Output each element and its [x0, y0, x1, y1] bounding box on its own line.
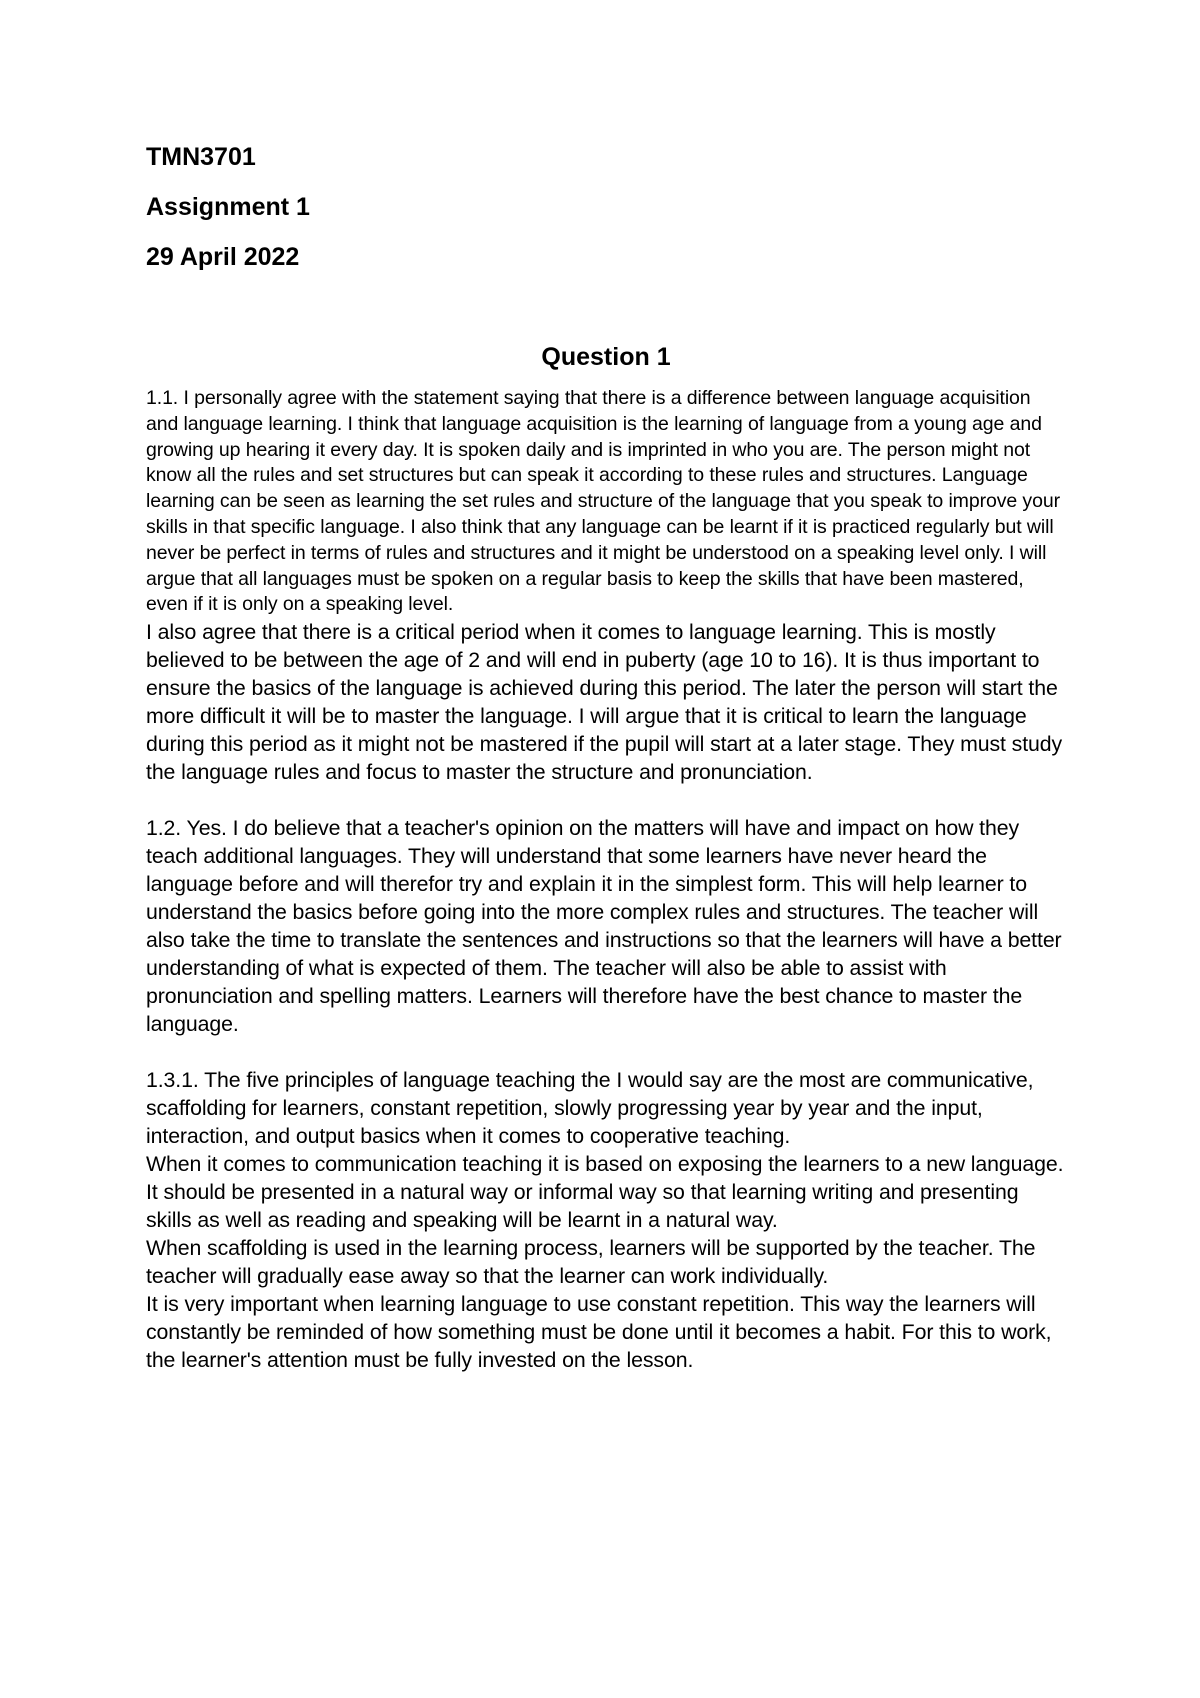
document-page [146, 142, 1066, 1374]
paragraph-1-3-1: 1.3.1. The five principles of language teaching the I would say are the most are communicative, scaffolding for learners, constant repetition, slowly progressing year by year and the input, interaction, and output basics when it comes to cooperative teaching. [146, 1068, 1034, 1149]
paragraph-scaffolding: When scaffolding is used in the learning process, learners will be supported by the teacher. The teacher will gradually ease away so that the learner can work individually. [146, 1236, 1036, 1289]
paragraph-1-1: 1.1. I personally agree with the statement saying that there is a difference between language acquisition and language learning. I think that language acquisition is the learning of language from a young age and growing up hearing it every day. It is spoken daily and is imprinted in who you are. The person might not know all the rules and set structures but can speak it according to these rules and structures. Language learning can be seen as learning the set rules and structure of the language that you speak to improve your skills in that specific language. I also think that any language can be learnt if it is practiced regularly but will never be perfect in terms of rules and structures and it might be understood on a speaking level only. I will argue that all languages must be spoken on a regular basis to keep the skills that have been mastered, even if it is only on a speaking level. [146, 387, 1060, 616]
assignment-title: Assignment 1 [146, 193, 310, 221]
paragraph-1-2: 1.2. Yes. I do believe that a teacher's opinion on the matters will have and impact on how they teach additional languages. They will understand that some learners have never heard the language before and will therefor try and explain it in the simplest form. This will help learner to understand the basics before going into the more complex rules and structures. The teacher will also take the time to translate the sentences and instructions so that the learners will have a better understanding of what is expected of them. The teacher will also be able to assist with pronunciation and spelling matters. Learners will therefore have the best chance to master the language. [146, 816, 1062, 1037]
course-code: TMN3701 [146, 143, 256, 171]
paragraph-communication: When it comes to communication teaching it is based on exposing the learners to a new language. It should be presented in a natural way or informal way so that learning writing and presenting skills as well as reading and speaking will be learnt in a natural way. [146, 1152, 1064, 1233]
question-title: Question 1 [541, 343, 671, 371]
paragraph-1-1-critical-period: I also agree that there is a critical period when it comes to language learning. This is mostly believed to be between the age of 2 and will end in puberty (age 10 to 16). It is thus important to ensure the basics of the language is achieved during this period. The later the person will start the more difficult it will be to master the language. I will argue that it is critical to learn the language during this period as it might not be mastered if the pupil will start at a later stage. They must study the language rules and focus to master the structure and pronunciation. [146, 620, 1063, 785]
paragraph-repetition: It is very important when learning language to use constant repetition. This way the learners will constantly be reminded of how something must be done until it becomes a habit. For this to work, the learner's attention must be fully invested on the lesson. [146, 1292, 1052, 1373]
assignment-date: 29 April 2022 [146, 243, 300, 271]
